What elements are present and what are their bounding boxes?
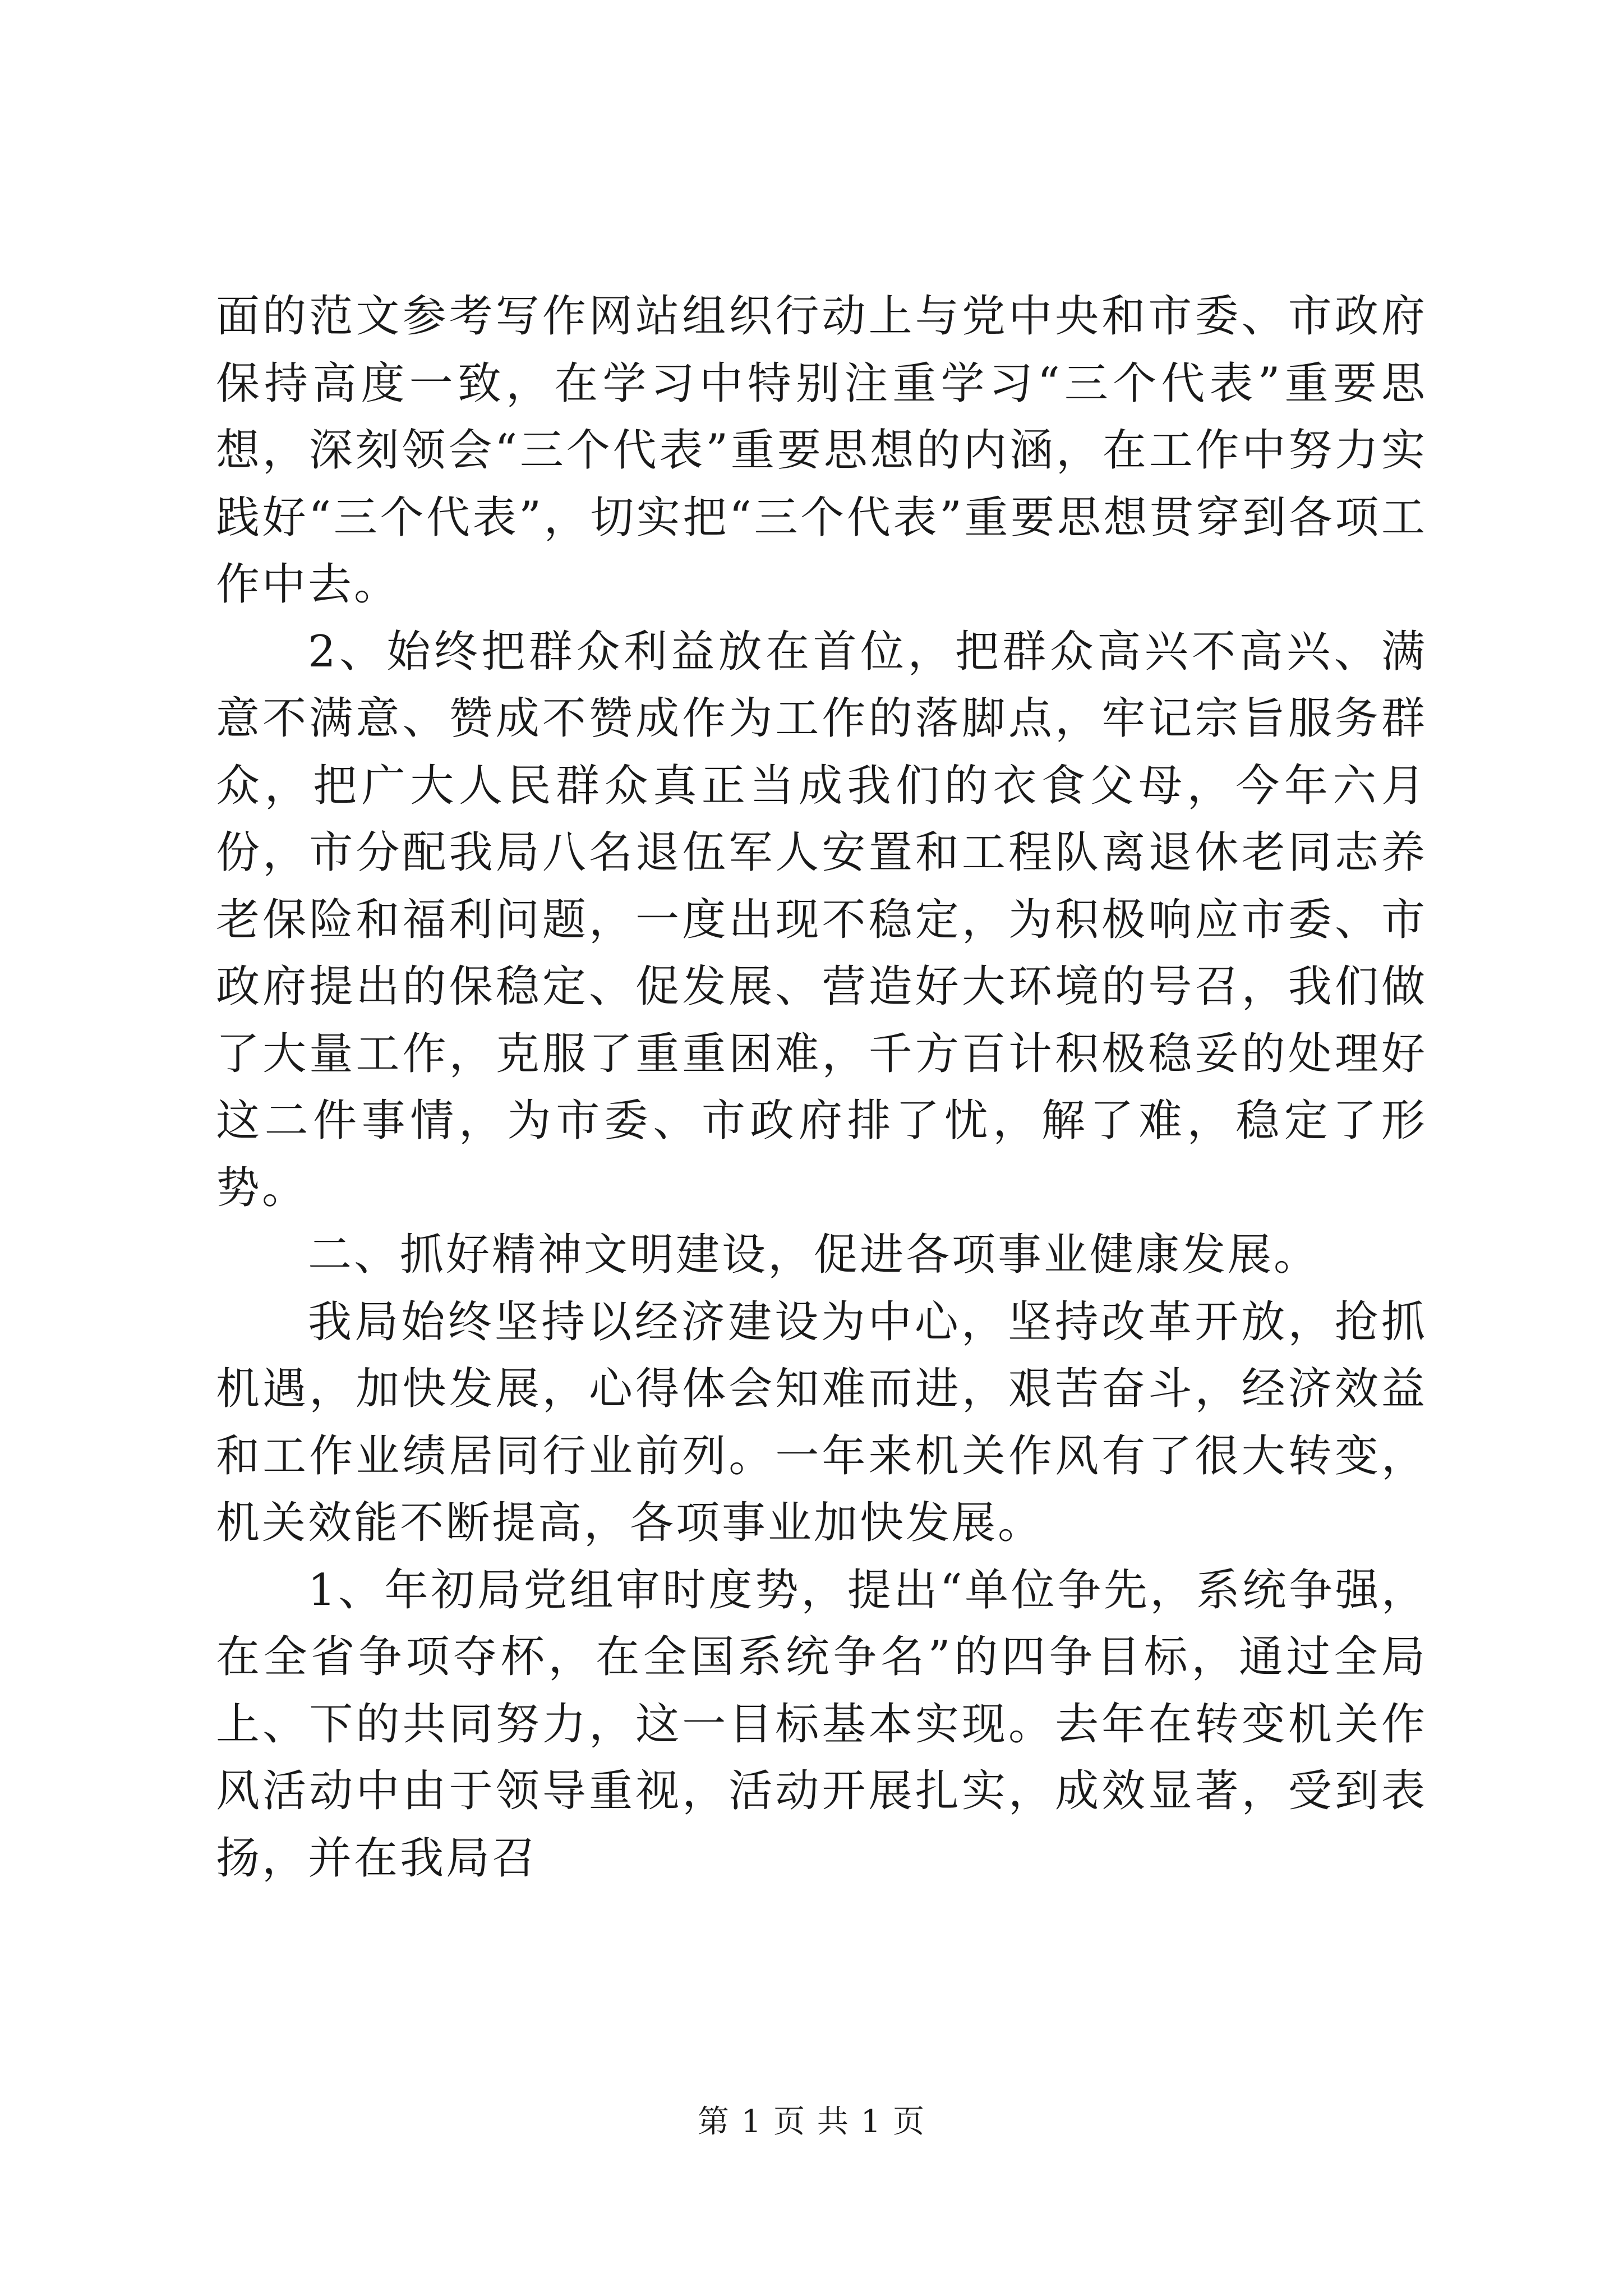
- paragraph-4: 我局始终坚持以经济建设为中心，坚持改革开放，抢抓机遇，加快发展，心得体会知难而进，艰苦奋斗，经济效益和工作业绩居同行业前列。一年来机关作风有了很大转变，机关效能不断提高，各项事业加快发展。: [216, 1296, 1427, 1548]
- document-body: [216, 283, 1427, 1892]
- paragraph-2: 2、始终把群众利益放在首位，把群众高兴不高兴、满意不满意、赞成不赞成作为工作的落脚点，牢记宗旨服务群众，把广大人民群众真正当成我们的衣食父母，今年六月份，市分配我局八名退伍军人安置和工程队离退休老同志养老保险和福利问题，一度出现不稳定，为积极响应市委、市政府提出的保稳定、促发展、营造好大环境的号召，我们做了大量工作，克服了重重困难，千方百计积极稳妥的处理好这二件事情，为市委、市政府排了忧，解了难，稳定了形势。: [216, 626, 1427, 1213]
- page-footer: 第 1 页 共 1 页: [697, 2104, 926, 2140]
- paragraph-5: 1、年初局党组审时度势，提出“单位争先，系统争强，在全省争项夺杯，在全国系统争名”的四争目标，通过全局上、下的共同努力，这一目标基本实现。去年在转变机关作风活动中由于领导重视，活动开展扎实，成效显著，受到表扬，并在我局召: [216, 1565, 1427, 1884]
- paragraph-1: 面的范文参考写作网站组织行动上与党中央和市委、市政府保持高度一致，在学习中特别注重学习“三个代表”重要思想，深刻领会“三个代表”重要思想的内涵，在工作中努力实践好“三个代表”，切实把“三个代表”重要思想贯穿到各项工作中去。: [216, 291, 1427, 610]
- section-heading-2: 二、抓好精神文明建设，促进各项事业健康发展。: [308, 1230, 1320, 1280]
